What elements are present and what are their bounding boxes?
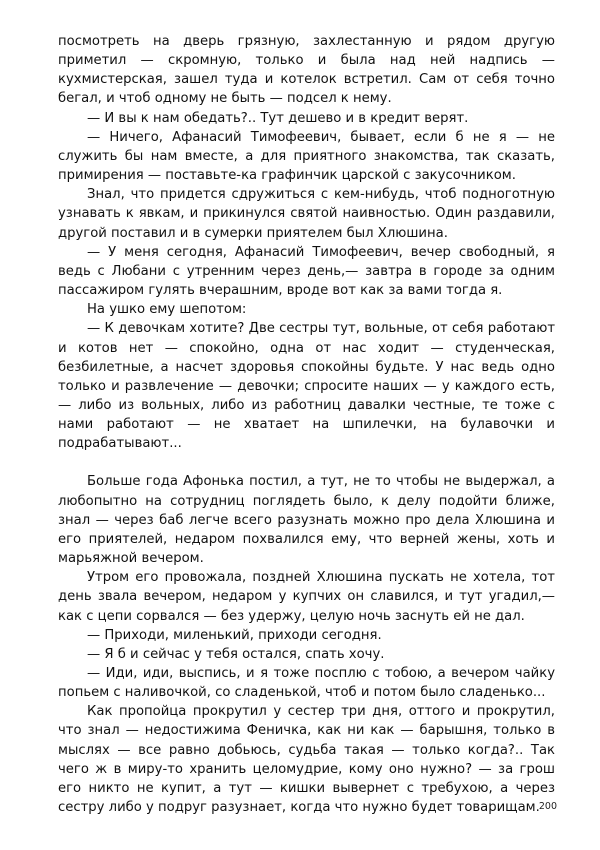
paragraph: На ушко ему шепотом: bbox=[87, 302, 247, 318]
paragraph: — И вы к нам обедать?.. Тут дешево и в кредит верят. bbox=[87, 110, 469, 126]
paragraph: Знал, что придется сдружиться с кем-нибудь, чтоб подноготную узнавать к явкам, и прикинулся святой наивностью. Один раздавили, другой поставил и в сумерки приятелем был Хлюшина. bbox=[58, 187, 555, 241]
section-break bbox=[58, 453, 555, 472]
paragraph: Как пропойца прокрутил у сестер три дня, оттого и прокрутил, что знал — недостижима Феничка, как ни как — барышня, только в мыслях — все равно добьюсь, судьба такая — только когда?.. Так чего ж в миру-то хранить целомудрие, кому оно нужно? — за грош его никто не купит, а тут — кишки вывернет с требухою, а через сестру либо у подруг разузнает, когда что нужно будет товарищам. bbox=[58, 704, 555, 816]
paragraph: Больше года Афонька постил, а тут, не то чтобы не выдержал, а любопытно на сотрудниц поглядеть было, к делу подойти ближе, знал — через баб легче всего разузнать можно про дела Хлюшина и его приятелей, недаром похвалился ему, что верней жены, хоть и марьяжной вечером. bbox=[58, 474, 555, 567]
paragraph: — У меня сегодня, Афанасий Тимофеевич, вечер свободный, я ведь с Любани с утренним через день,— завтра в городе за одним пассажиром гулять вчерашним, вроде вот как за вами тогда я. bbox=[58, 244, 555, 299]
page-number: 200 bbox=[538, 801, 557, 812]
paragraph: — Иди, иди, выспись, и я тоже посплю с тобою, а вечером чайку попьем с наливочкой, со сладенькой, чтоб и потом было сладенько... bbox=[58, 666, 555, 701]
paragraph: — Приходи, миленький, приходи сегодня. bbox=[87, 627, 382, 643]
paragraph: — Ничего, Афанасий Тимофеевич, бывает, если б не я — не служить бы нам вместе, а для приятного знакомства, так сказать, примирения — поставьте-ка графинчик царской с закусочником. bbox=[58, 129, 555, 184]
paragraph: посмотреть на дверь грязную, захлестанную и рядом другую приметил — скромную, только и была над ней надпись — кухмистерская, зашел туда и котелок встретил. Сам от себя точно бегал, и чтоб одному не быть — подсел к нему. bbox=[58, 34, 555, 107]
paragraph: Утром его провожала, поздней Хлюшина пускать не хотела, тот день звала вечером, недаром у купчих он славился, и тут угадил,— как с цепи сорвался — без удержу, целую ночь заснуть ей не дал. bbox=[58, 570, 555, 624]
paragraph: — Я б и сейчас у тебя остался, спать хочу. bbox=[87, 646, 385, 662]
page-text bbox=[58, 32, 555, 817]
paragraph: — К девочкам хотите? Две сестры тут, вольные, от себя работают и котов нет — спокойно, одна от нас ходит — студенческая, безбилетные, а насчет здоровья спокойны будьте. У нас ведь одно только и развлечение — девочки; спросите наших — у каждого есть, — либо из вольных, либо из работниц давалки честные, те тоже с нами работают — не хватает на шпилечки, на булавочки и подрабатывают... bbox=[58, 321, 555, 452]
